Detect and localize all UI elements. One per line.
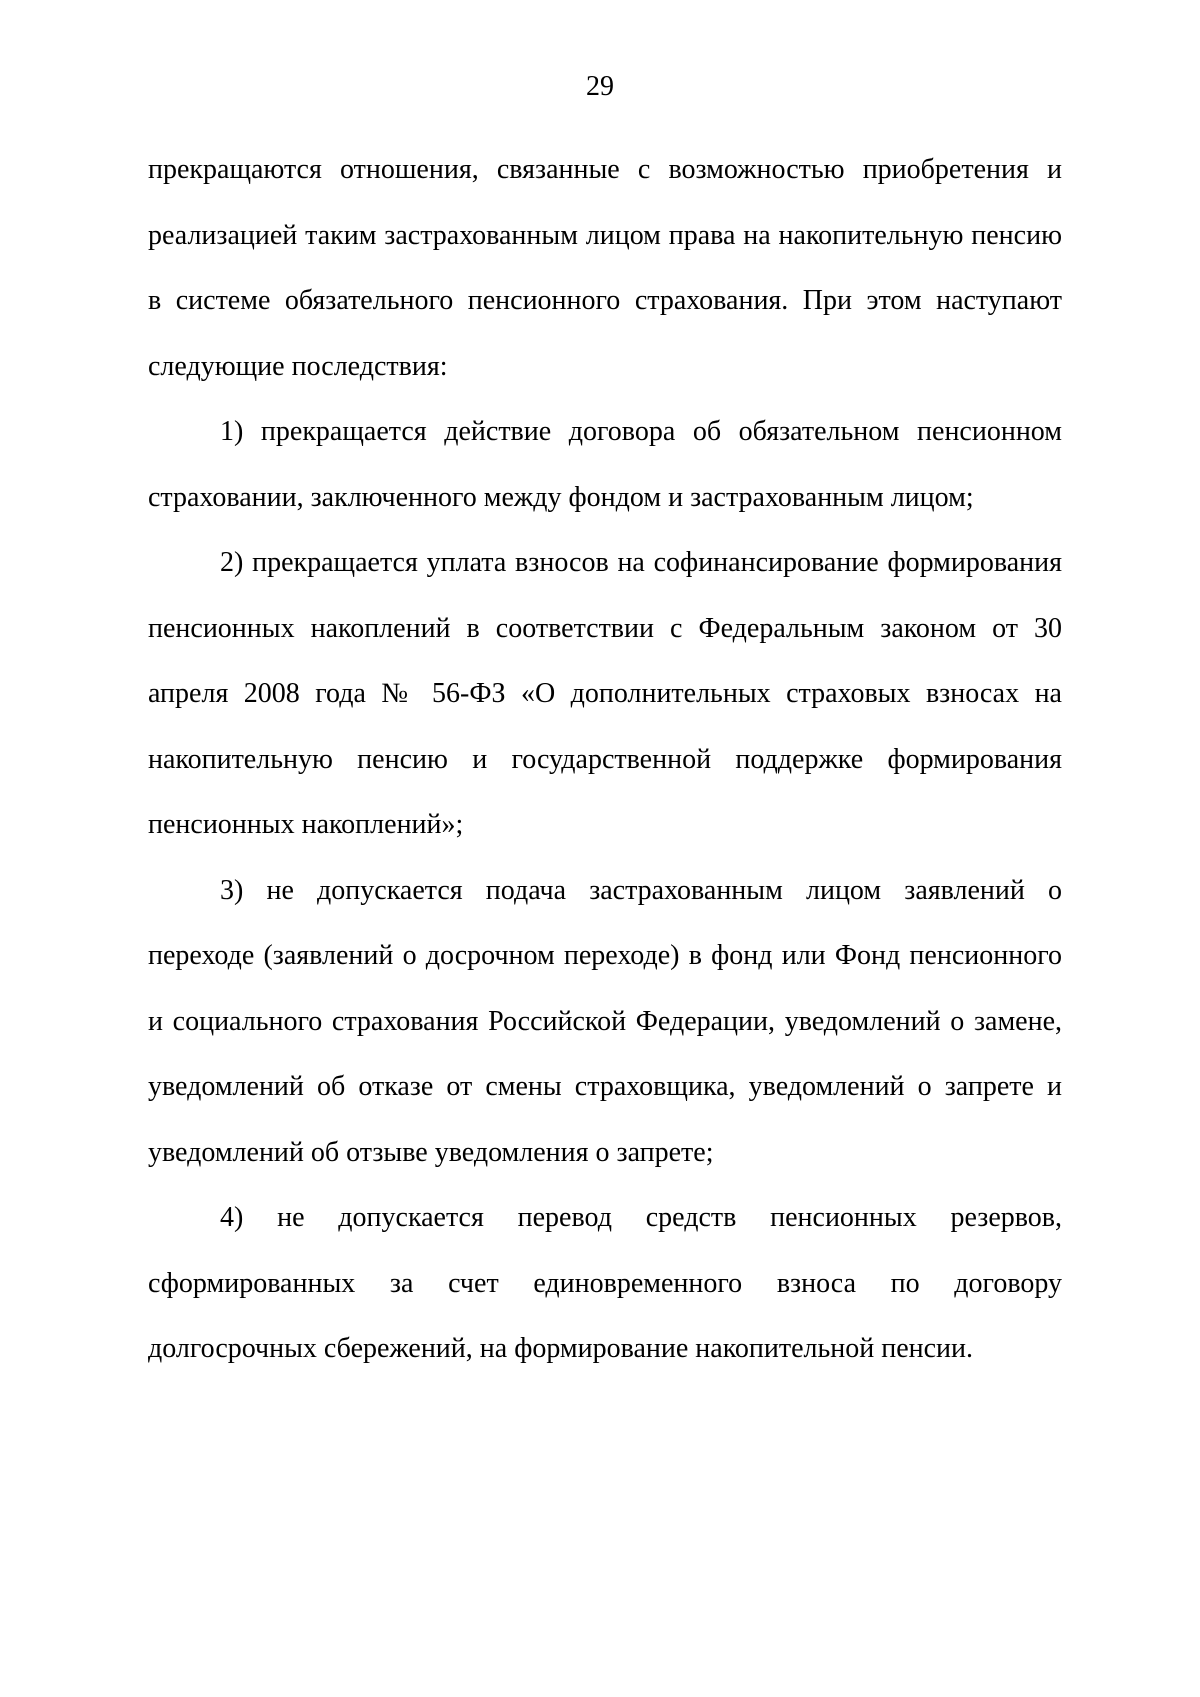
document-body: [148, 137, 1062, 1382]
paragraph-continuation: прекращаются отношения, связанные с возможностью приобретения и реализацией таким застрахованным лицом права на накопительную пенсию в системе обязательного пенсионного страхования. При этом наступают следующие последствия:: [148, 154, 1062, 382]
page-number: 29: [586, 71, 614, 102]
list-item-4: 4) не допускается перевод средств пенсионных резервов, сформированных за счет единовременного взноса по договору долгосрочных сбережений, на формирование накопительной пенсии.: [148, 1202, 1062, 1364]
list-item-3: 3) не допускается подача застрахованным лицом заявлений о переходе (заявлений о досрочном переходе) в фонд или Фонд пенсионного и социального страхования Российской Федерации, уведомлений о замене, уведомлений об отказе от смены страховщика, уведомлений о запрете и уведомлений об отзыве уведомления о запрете;: [148, 874, 1062, 1168]
list-item-1: 1) прекращается действие договора об обязательном пенсионном страховании, заключенного между фондом и застрахованным лицом;: [148, 416, 1062, 513]
list-item-2: 2) прекращается уплата взносов на софинансирование формирования пенсионных накоплений в соответствии с Федеральным законом от 30 апреля 2008 года № 56-ФЗ «О дополнительных страховых взносах на накопительную пенсию и государственной поддержке формирования пенсионных накоплений»;: [148, 547, 1062, 840]
